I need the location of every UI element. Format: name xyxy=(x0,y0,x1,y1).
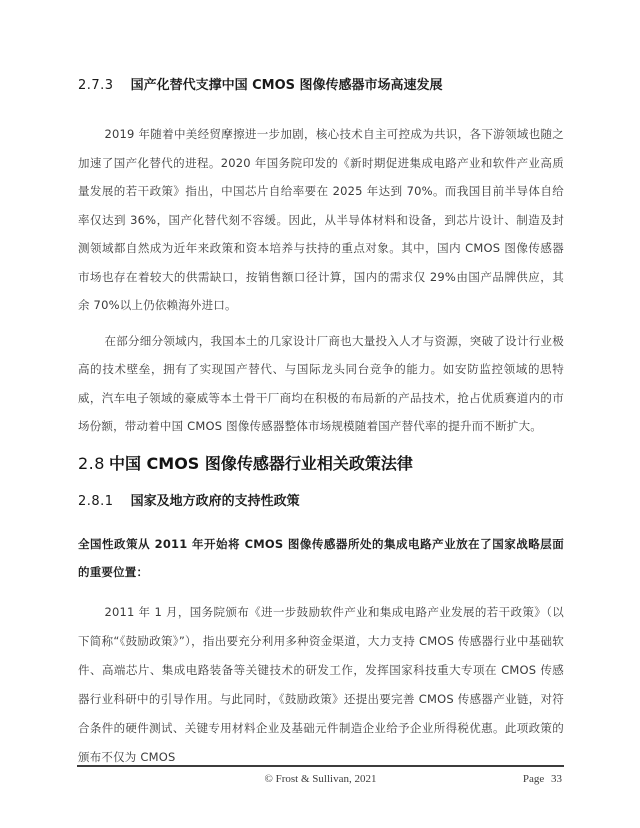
paragraph-local-designers: 在部分细分领域内，我国本土的几家设计厂商也大量投入人才与资源，突破了设计行业极高的技术壁垒，拥有了实现国产替代、与国际龙头同台竞争的能力。如安防监控领域的思特威，汽车电子领域的豪威等本土骨干厂商均在积极的布局新的产品技术，抢占优质赛道内的市场份额，带动着中国 CMOS 图像传感器整体市场规模随着国产替代率的提升而不断扩大。 xyxy=(78,333,564,433)
footer-page-number: Page 33 xyxy=(522,773,562,785)
section-title-2-7-3: 国产化替代支撑中国 CMOS 图像传感器市场高速发展 xyxy=(130,78,443,93)
section-title-2-8: 中国 CMOS 图像传感器行业相关政策法律 xyxy=(108,453,413,473)
footer-copyright: © Frost & Sullivan, 2021 xyxy=(264,773,377,785)
section-number-2-8: 2.8 xyxy=(78,453,105,473)
section-number-2-7-3: 2.7.3 xyxy=(78,78,114,93)
paragraph-domestic-substitution: 2019 年随着中美经贸摩擦进一步加剧，核心技术自主可控成为共识，各下游领域也随之加速了国产化替代的进程。2020 年国务院印发的《新时期促进集成电路产业和软件产业高质量发展的若干政策》指出，中国芯片自给率要在 2025 年达到 70%。而我国目前半导体自给率仅达到 36%，国产化替代刻不容缓。因此，从半导体材料和设备，到芯片设计、制造及封测领域都自然成为近年来政策和资本培养与扶持的重点对象。其中，国内 CMOS 图像传感器市场也存在着较大的供需缺口，按销售额口径计算，国内的需求仅 29%由国产品牌供应，其余 70%以上仍依赖海外进口。 xyxy=(78,127,564,312)
section-heading-2-8-1 xyxy=(78,494,564,509)
section-heading-2-8 xyxy=(78,454,564,473)
section-title-2-8-1: 国家及地方政府的支持性政策 xyxy=(130,493,300,509)
paragraph-encouragement-policy: 2011 年 1 月，国务院颁布《进一步鼓励软件产业和集成电路产业发展的若干政策》（以下简称“《鼓励政策》”），指出要充分利用多种资金渠道，大力支持 CMOS 传感器行业中基础软件、高端芯片、集成电路装备等关键技术的研发工作，发挥国家科技重大专项在 CMOS 传感器行业科研中的引导作用。与此同时，《鼓励政策》还提出要完善 CMOS 传感器产业链，对符合条件的硬件测试、关键专用材料企业及基础元件制造企业给予企业所得税优惠。此项政策的颁布不仅为 CMOS xyxy=(78,604,564,764)
page-footer xyxy=(77,765,564,803)
paragraph-national-policy-lead: 全国性政策从 2011 年开始将 CMOS 图像传感器所处的集成电路产业放在了国家战略层面的重要位置： xyxy=(78,536,564,579)
section-number-2-8-1: 2.8.1 xyxy=(78,493,114,509)
section-heading-2-7-3 xyxy=(78,78,564,93)
